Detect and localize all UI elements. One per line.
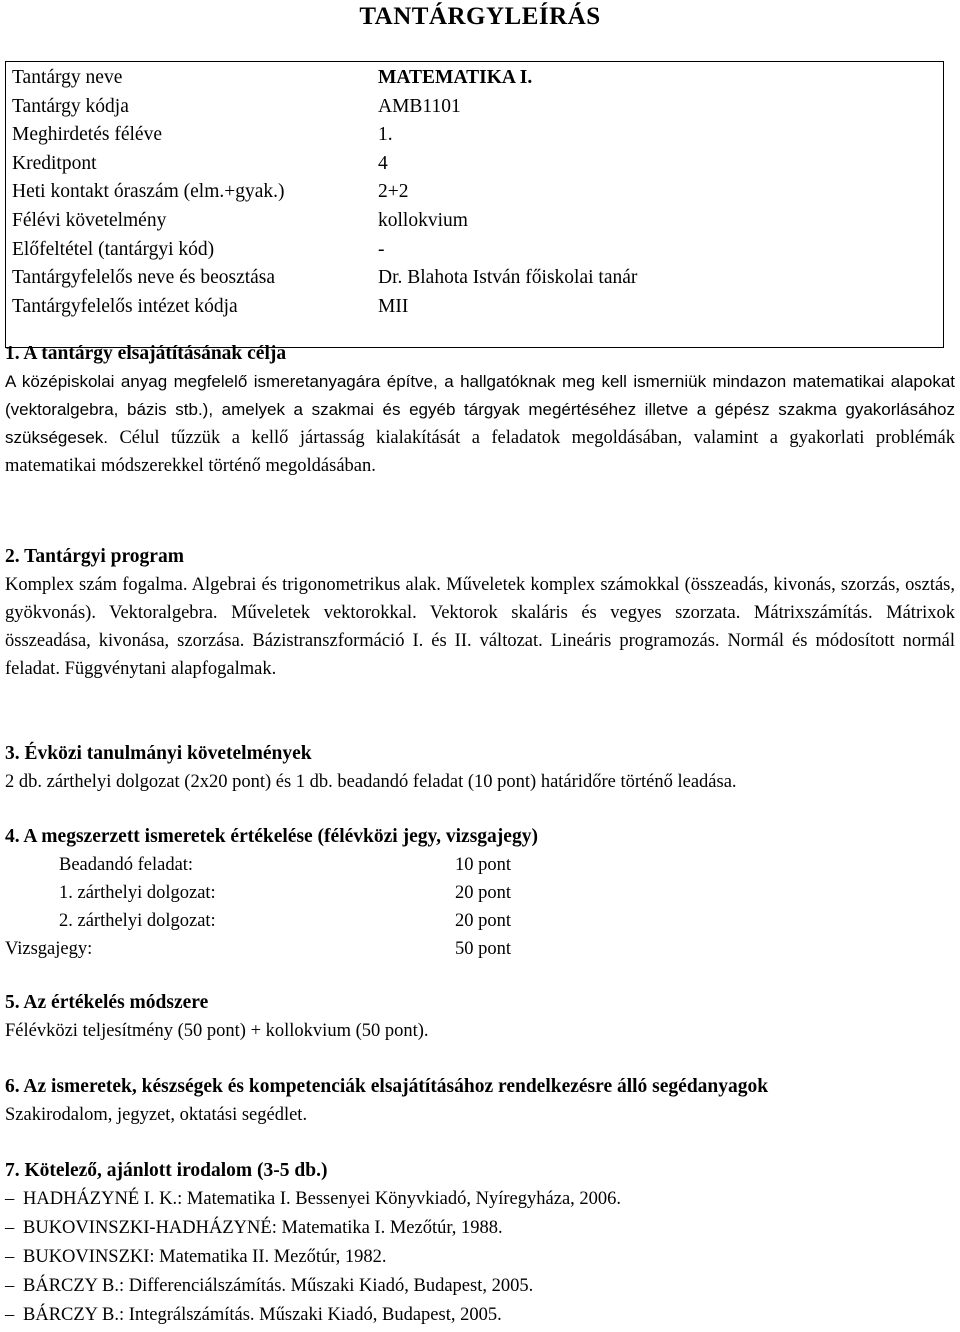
info-label: Tantárgy neve	[12, 67, 123, 88]
document-title: TANTÁRGYLEÍRÁS	[359, 3, 601, 30]
grade-row	[5, 935, 955, 963]
dash-bullet: –	[5, 1305, 15, 1325]
dash-bullet: –	[5, 1276, 15, 1296]
grade-row	[5, 879, 955, 907]
section-heading: 3. Évközi tanulmányi követelmények	[5, 743, 312, 764]
info-label: Tantárgyfelelős intézet kódja	[12, 295, 238, 317]
grade-label: Beadandó feladat:	[59, 855, 194, 875]
info-value: MATEMATIKA I.	[378, 67, 533, 88]
section-6-resources	[5, 1073, 955, 1129]
info-row-requirement	[6, 207, 943, 236]
course-info-table	[5, 61, 944, 348]
info-label: Előfeltétel (tantárgyi kód)	[12, 238, 215, 260]
info-value: 4	[378, 152, 388, 174]
info-row-course-name	[6, 64, 943, 93]
grade-value: 20 pont	[455, 883, 512, 903]
info-label: Kreditpont	[12, 152, 97, 174]
info-row-weekly-hours	[6, 178, 943, 207]
info-label: Meghirdetés féléve	[12, 124, 162, 146]
reference-item	[5, 1214, 955, 1243]
reference-list	[5, 1185, 955, 1330]
section-5-method	[5, 989, 955, 1045]
info-value: 1.	[378, 124, 393, 146]
info-value: Dr. Blahota István főiskolai tanár	[378, 267, 638, 289]
section-3-requirements	[5, 740, 955, 796]
section-heading: 6. Az ismeretek, készségek és kompetenciák elsajátításához rendelkezésre álló segédanyagok	[5, 1076, 769, 1097]
info-value: AMB1101	[378, 95, 461, 117]
reference-item	[5, 1301, 955, 1330]
reference-text: BÁRCZY B.: Differenciálszámítás. Műszaki Kiadó, Budapest, 2005.	[23, 1276, 534, 1296]
info-row-semester	[6, 121, 943, 150]
info-label: Tantárgy kódja	[12, 95, 129, 117]
grade-label: 2. zárthelyi dolgozat:	[59, 911, 216, 931]
grade-value: 50 pont	[455, 939, 512, 959]
reference-text: BÁRCZY B.: Integrálszámítás. Műszaki Kiadó, Budapest, 2005.	[23, 1305, 502, 1325]
section-heading: 2. Tantárgyi program	[5, 546, 184, 567]
dash-bullet: –	[5, 1189, 15, 1209]
grade-value: 20 pont	[455, 911, 512, 931]
grade-row	[5, 907, 955, 935]
section-body: Szakirodalom, jegyzet, oktatási segédlet.	[5, 1105, 308, 1125]
grade-row	[5, 851, 955, 879]
reference-text: HADHÁZYNÉ I. K.: Matematika I. Bessenyei Könyvkiadó, Nyíregyháza, 2006.	[23, 1189, 622, 1209]
section-body: 2 db. zárthelyi dolgozat (2x20 pont) és 1 db. beadandó feladat (10 pont) határidőre történő leadása.	[5, 772, 737, 792]
section-heading: 5. Az értékelés módszere	[5, 992, 209, 1013]
info-label: Félévi követelmény	[12, 209, 167, 231]
grade-label: Vizsgajegy:	[5, 939, 93, 959]
reference-text: BUKOVINSZKI: Matematika II. Mezőtúr, 1982.	[23, 1247, 387, 1267]
section-body	[5, 368, 955, 480]
info-value: kollokvium	[378, 209, 468, 231]
reference-text: BUKOVINSZKI-HADHÁZYNÉ: Matematika I. Mezőtúr, 1988.	[23, 1218, 503, 1238]
section-4-evaluation	[5, 823, 955, 963]
info-label: Heti kontakt óraszám (elm.+gyak.)	[12, 181, 285, 203]
info-row-course-code	[6, 93, 943, 122]
info-row-prerequisite	[6, 236, 943, 265]
section-7-literature	[5, 1157, 955, 1330]
section-heading: 4. A megszerzett ismeretek értékelése (félévközi jegy, vizsgajegy)	[5, 826, 538, 847]
section-1-objective	[5, 340, 955, 480]
info-label: Tantárgyfelelős neve és beosztása	[12, 267, 276, 289]
info-value: 2+2	[378, 181, 409, 203]
section-body: Komplex szám fogalma. Algebrai és trigonometrikus alak. Műveletek komplex számokkal (összeadás, kivonás, szorzás, osztás, gyökvonás). Vektoralgebra. Műveletek vektorokkal. Vektorok skaláris és vegyes szorzata. Mátrixszámítás. Mátrixok összeadása, kivonása, szorzása. Bázistranszformáció I. és II. változat. Lineáris programozás. Normál és módosított normál feladat. Függvénytani alapfogalmak.	[5, 575, 955, 679]
info-row-credits	[6, 150, 943, 179]
info-value: -	[378, 238, 385, 260]
section-body: Félévközi teljesítmény (50 pont) + kollokvium (50 pont).	[5, 1021, 429, 1041]
reference-item	[5, 1185, 955, 1214]
section-body-serif: Célul tűzzük a kellő jártasság kialakítását a feladatok megoldásában, valamint a gyakorlati problémák matematikai módszerekkel történő megoldásában.	[5, 428, 955, 476]
dash-bullet: –	[5, 1218, 15, 1238]
dash-bullet: –	[5, 1247, 15, 1267]
section-2-program	[5, 543, 955, 683]
reference-item	[5, 1272, 955, 1301]
grade-label: 1. zárthelyi dolgozat:	[59, 883, 216, 903]
info-row-institute-code	[6, 293, 943, 322]
section-body-sans: A középiskolai anyag megfelelő ismeretanyagára építve, a hallgatóknak meg kell ismerniük mindazon matematikai alapokat (vektoralgebra, bázis stb.), amelyek a szakmai és egyéb tárgyak megértéséhez illetve a gépész szakma gyakorlásához szükségesek.	[5, 372, 955, 447]
section-heading: 1. A tantárgy elsajátításának célja	[5, 343, 287, 364]
section-heading: 7. Kötelező, ajánlott irodalom (3-5 db.)	[5, 1160, 328, 1181]
grade-value: 10 pont	[455, 855, 512, 875]
reference-item	[5, 1243, 955, 1272]
info-value: MII	[378, 295, 409, 317]
info-row-responsible	[6, 264, 943, 293]
